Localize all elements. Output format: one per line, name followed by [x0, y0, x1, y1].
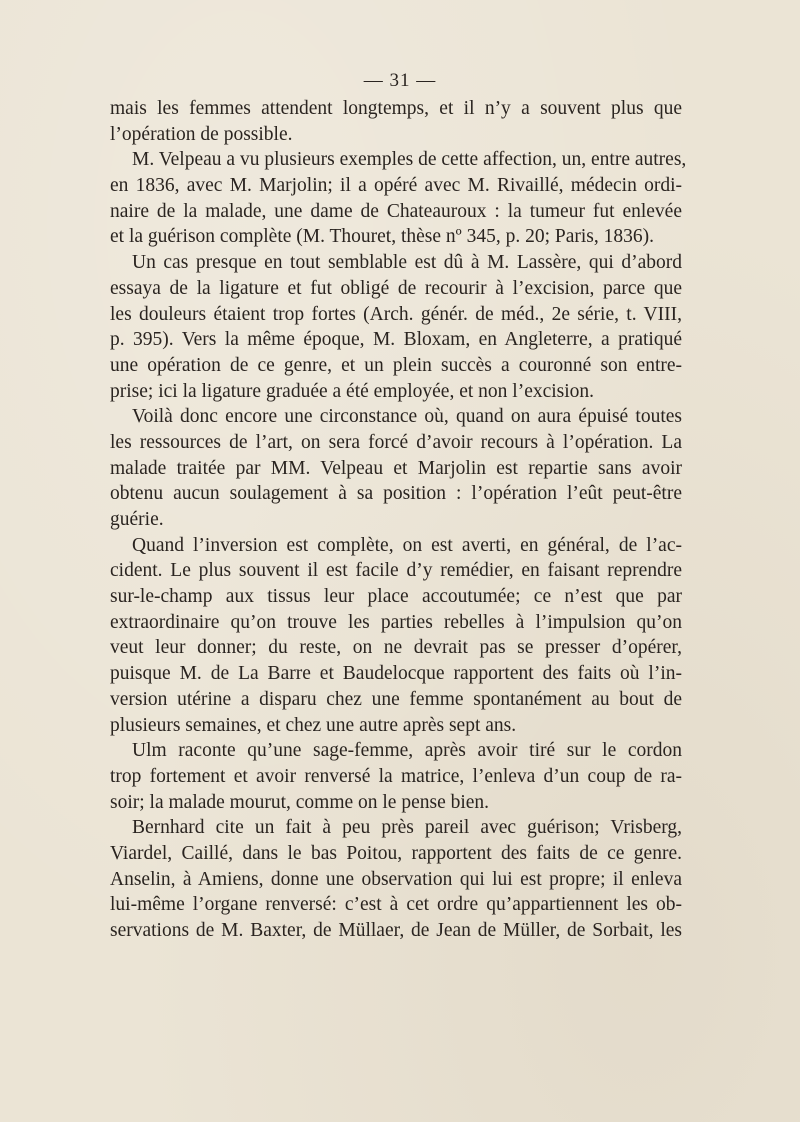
text-line: plusieurs semaines, et chez une autre après sept ans.: [110, 714, 517, 736]
text-line: mais les femmes attendent longtemps, et il n’y a souvent plus que: [110, 98, 682, 119]
text-line: prise; ici la ligature graduée a été employée, et non l’excision.: [110, 380, 595, 402]
text-line: trop fortement et avoir renversé la matrice, l’enleva d’un coup de ra-: [110, 765, 682, 787]
text-line: malade traitée par MM. Velpeau et Marjolin est repartie sans avoir: [110, 457, 682, 479]
page-number: — 31 —: [363, 70, 437, 91]
text-line: une opération de ce genre, et un plein succès a couronné son entre-: [110, 354, 682, 376]
body-text: [110, 96, 687, 944]
paragraph-start-line: Un cas presque en tout semblable est dû à M. Lassère, qui d’abord: [132, 252, 682, 274]
text-line: obtenu aucun soulagement à sa position : l’opération l’eût peut-être: [110, 483, 682, 505]
text-line: naire de la malade, une dame de Chateauroux : la tumeur fut enlevée: [110, 200, 682, 222]
paragraph-start-line: Voilà donc encore une circonstance où, quand on aura épuisé toutes: [132, 406, 682, 428]
paragraph-start-line: Ulm raconte qu’une sage-femme, après avoir tiré sur le cordon: [132, 740, 682, 762]
paragraph-start-line: Bernhard cite un fait à peu près pareil avec guérison; Vrisberg,: [132, 817, 682, 839]
text-line: essaya de la ligature et fut obligé de recourir à l’excision, parce que: [110, 277, 682, 299]
text-line: en 1836, avec M. Marjolin; il a opéré avec M. Rivaillé, médecin ordi-: [110, 175, 682, 197]
text-line: lui-même l’organe renversé: c’est à cet ordre qu’appartiennent les ob-: [110, 894, 682, 916]
paragraph-start-line: Quand l’inversion est complète, on est averti, en général, de l’ac-: [132, 534, 682, 556]
text-line: veut leur donner; du reste, on ne devrait pas se presser d’opérer,: [110, 637, 682, 659]
text-line: guérie.: [110, 509, 164, 530]
text-line: l’opération de possible.: [110, 123, 293, 145]
text-line: extraordinaire qu’on trouve les parties rebelles à l’impulsion qu’on: [110, 611, 682, 633]
text-line: servations de M. Baxter, de Müllaer, de Jean de Müller, de Sorbait, les: [110, 920, 682, 941]
paragraph-start-line: M. Velpeau a vu plusieurs exemples de cette affection, un, entre autres,: [132, 149, 687, 171]
text-line: Viardel, Caillé, dans le bas Poitou, rapportent des faits de ce genre.: [110, 842, 682, 864]
text-line: p. 395). Vers la même époque, M. Bloxam, en Angleterre, a pratiqué: [110, 329, 682, 351]
text-line: Anselin, à Amiens, donne une observation qui lui est propre; il enleva: [110, 868, 682, 890]
text-line: version utérine a disparu chez une femme spontanément au bout de: [110, 688, 682, 710]
text-line: et la guérison complète (M. Thouret, thèse nº 345, p. 20; Paris, 1836).: [110, 226, 655, 248]
text-line: sur-le-champ aux tissus leur place accoutumée; ce n’est que par: [110, 586, 682, 608]
text-line: les ressources de l’art, on sera forcé d’avoir recours à l’opération. La: [110, 431, 682, 453]
text-line: les douleurs étaient trop fortes (Arch. génér. de méd., 2e série, t. VIII,: [110, 303, 682, 325]
text-line: cident. Le plus souvent il est facile d’y remédier, en faisant reprendre: [110, 560, 682, 582]
text-line: puisque M. de La Barre et Baudelocque rapportent des faits où l’in-: [110, 663, 682, 685]
text-line: soir; la malade mourut, comme on le pense bien.: [110, 791, 490, 813]
